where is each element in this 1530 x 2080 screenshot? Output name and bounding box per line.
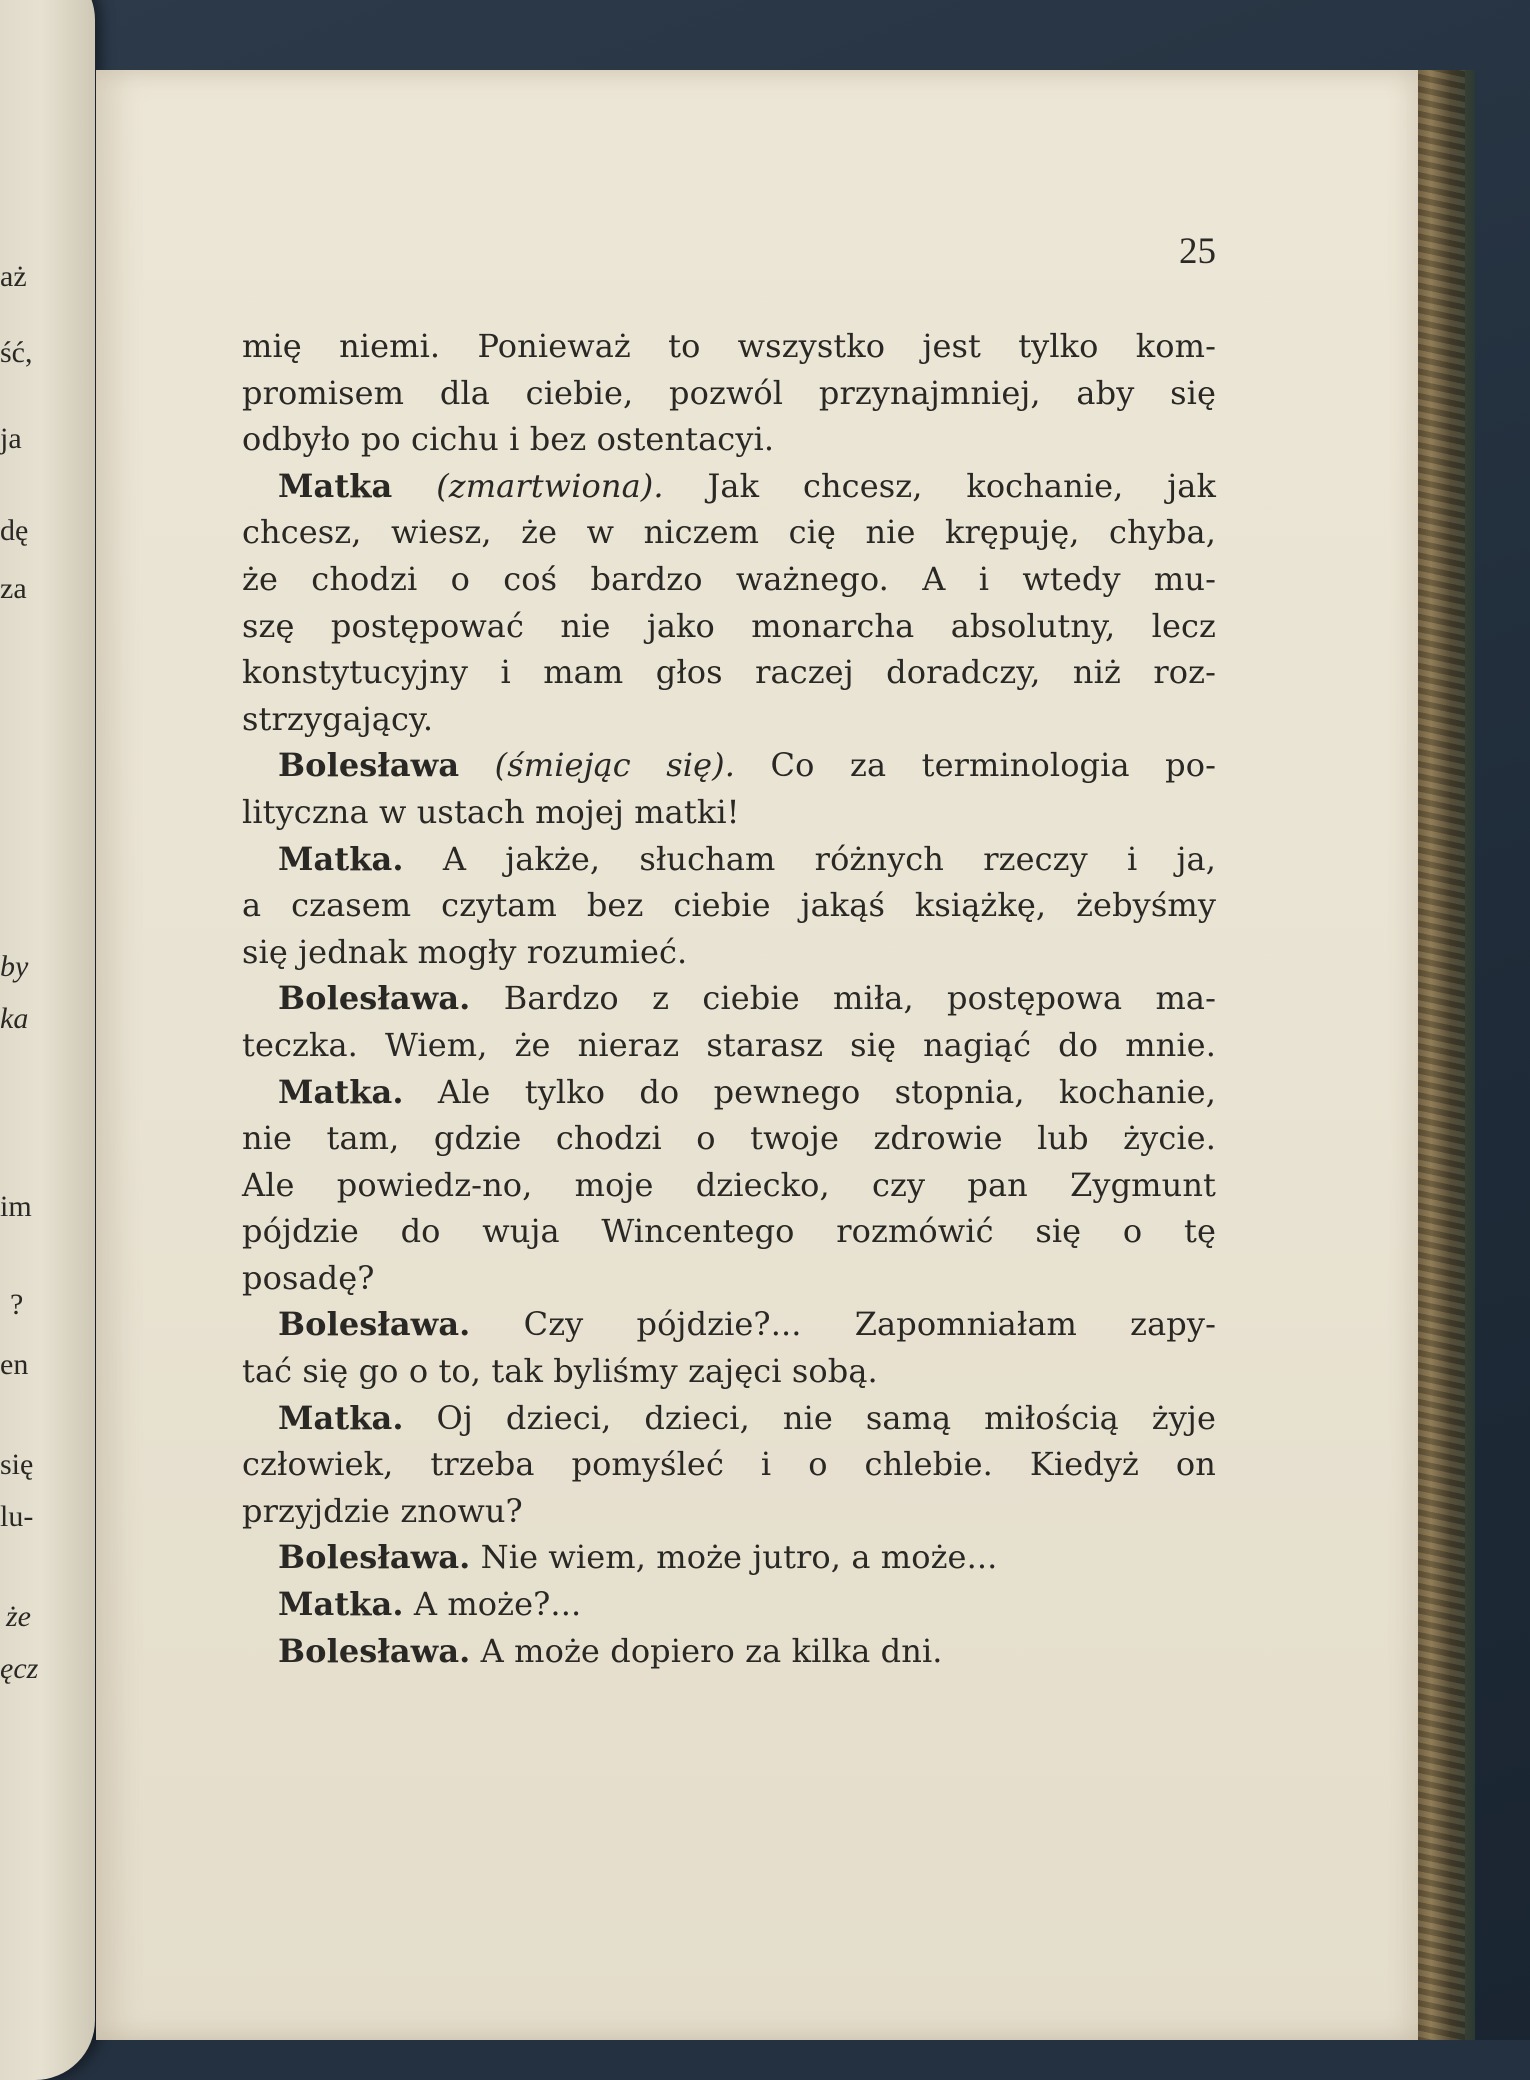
speaker-name: Bolesława	[278, 746, 460, 785]
stage-direction: (zmartwiona).	[436, 466, 664, 505]
text-line: że chodzi o coś bardzo ważnego. A i wtedy mu-	[242, 559, 1216, 598]
text-line: tać się go o to, tak byliśmy zajęci sobą.	[242, 1352, 878, 1391]
left-fragment: im	[0, 1190, 32, 1223]
left-fragment: że	[6, 1600, 31, 1633]
text-line: a czasem czytam bez ciebie jakąś książkę, żebyśmy	[242, 886, 1216, 925]
text-line: człowiek, trzeba pomyśleć i o chlebie. Kiedyż on	[242, 1445, 1216, 1484]
left-fragment: ja	[0, 422, 22, 455]
text-line: promisem dla ciebie, pozwól przynajmniej, aby się	[242, 373, 1216, 412]
page-text	[242, 323, 1216, 1674]
text-line: pójdzie do wuja Wincentego rozmówić się o tę	[242, 1212, 1216, 1251]
book-page	[96, 70, 1418, 2040]
dialogue-line: Bolesława. Czy pójdzie?... Zapomniałam zapy-	[278, 1305, 1216, 1344]
dialogue-line: Matka. Ale tylko do pewnego stopnia, kochanie,	[278, 1072, 1216, 1111]
text-line: odbyło po cichu i bez ostentacyi.	[242, 420, 775, 459]
text-line: strzygający.	[242, 699, 434, 738]
left-fragment: za	[0, 572, 27, 605]
speaker-name: Bolesława.	[278, 979, 471, 1018]
text-line: przyjdzie znowu?	[242, 1491, 523, 1530]
dialogue-line: Bolesława. Nie wiem, może jutro, a może...	[278, 1538, 998, 1577]
left-fragment: ęcz	[0, 1652, 39, 1685]
dialogue-line: Matka. A jakże, słucham różnych rzeczy i ja,	[278, 839, 1216, 878]
left-page	[0, 0, 95, 2080]
left-fragment: ka	[0, 1002, 29, 1035]
speaker-name: Matka.	[278, 1398, 404, 1437]
dialogue-line: Bolesława (śmiejąc się). Co za terminologia po-	[278, 746, 1217, 785]
text-line: teczka. Wiem, że nieraz starasz się nagiąć do mnie.	[242, 1025, 1216, 1064]
speaker-name: Matka.	[278, 1072, 404, 1111]
left-fragment: aż	[0, 260, 27, 293]
left-fragment: lu-	[0, 1500, 34, 1533]
speaker-name: Bolesława.	[278, 1305, 471, 1344]
page-number: 25	[1179, 231, 1216, 272]
speaker-name: Matka	[278, 466, 393, 505]
left-fragment: dę	[0, 514, 29, 547]
left-fragment: by	[0, 950, 29, 983]
left-fragment: ?	[10, 1288, 24, 1321]
text-line: Ale powiedz-no, moje dziecko, czy pan Zygmunt	[242, 1165, 1216, 1204]
left-fragment: się	[0, 1448, 34, 1481]
dialogue-line: Matka. Oj dzieci, dzieci, nie samą miłością żyje	[278, 1398, 1216, 1437]
text-line: mię niemi. Ponieważ to wszystko jest tylko kom-	[242, 327, 1216, 365]
speaker-name: Matka.	[278, 1585, 404, 1624]
text-line: szę postępować nie jako monarcha absolutny, lecz	[242, 606, 1216, 645]
text-line: konstytucyjny i mam głos raczej doradczy, niż roz-	[242, 653, 1216, 692]
text-line: się jednak mogły rozumieć.	[242, 932, 688, 971]
text-line: nie tam, gdzie chodzi o twoje zdrowie lub życie.	[242, 1119, 1216, 1158]
text-line: posadę?	[242, 1258, 375, 1297]
speaker-name: Bolesława.	[278, 1631, 471, 1670]
dialogue-line: Matka (zmartwiona). Jak chcesz, kochanie, jak	[278, 466, 1216, 505]
text-line: lityczna w ustach mojej matki!	[242, 792, 740, 831]
left-fragment: en	[0, 1348, 29, 1381]
speaker-name: Matka.	[278, 839, 404, 878]
dialogue-line: Bolesława. Bardzo z ciebie miła, postępowa ma-	[278, 979, 1216, 1018]
speaker-name: Bolesława.	[278, 1538, 471, 1577]
left-fragment: ść,	[0, 336, 33, 369]
dialogue-line: Bolesława. A może dopiero za kilka dni.	[278, 1631, 943, 1670]
dialogue-line: Matka. A może?...	[278, 1585, 582, 1624]
stage-direction: (śmiejąc się).	[494, 746, 736, 785]
text-line: chcesz, wiesz, że w niczem cię nie krępuję, chyba,	[242, 513, 1216, 552]
